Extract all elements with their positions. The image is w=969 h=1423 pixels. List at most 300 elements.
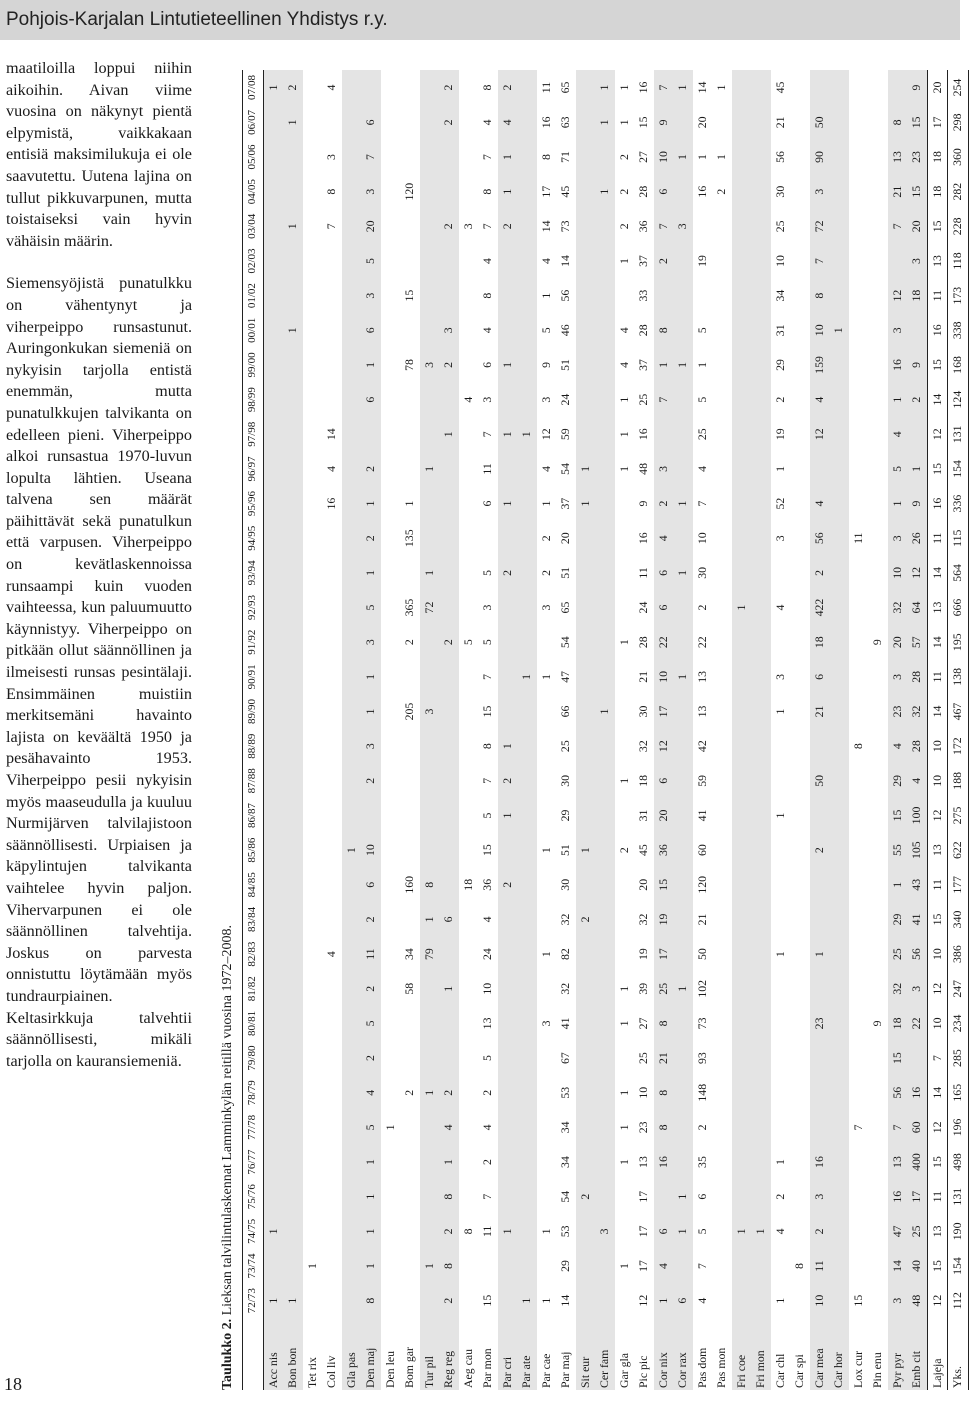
count-cell bbox=[400, 1041, 420, 1076]
count-cell: 7 bbox=[654, 382, 674, 417]
count-cell: 2 bbox=[714, 188, 729, 195]
season-header: 04/05 bbox=[243, 174, 264, 209]
count-cell bbox=[771, 729, 791, 764]
count-cell bbox=[849, 140, 869, 175]
count-cell bbox=[517, 937, 537, 972]
count-cell: 7 bbox=[480, 431, 495, 438]
count-cell bbox=[615, 694, 635, 729]
count-cell bbox=[576, 937, 596, 972]
count-cell bbox=[595, 244, 615, 279]
count-cell bbox=[498, 452, 518, 487]
count-cell bbox=[342, 417, 362, 452]
count-cell bbox=[790, 244, 810, 279]
count-cell bbox=[673, 902, 693, 937]
count-cell bbox=[439, 1041, 459, 1076]
count-cell bbox=[829, 798, 849, 833]
count-cell: 3 bbox=[460, 223, 475, 230]
count-cell bbox=[576, 313, 596, 348]
count-cell: 13 bbox=[888, 1145, 908, 1180]
count-cell: 5 bbox=[480, 639, 495, 646]
count-cell bbox=[263, 729, 283, 764]
count-cell: 7 bbox=[480, 777, 495, 784]
count-cell bbox=[615, 590, 635, 625]
count-cell bbox=[263, 902, 283, 937]
count-cell: 1 bbox=[576, 452, 596, 487]
count-cell: 7 bbox=[694, 1263, 709, 1269]
count-cell: 1 bbox=[439, 417, 459, 452]
count-cell bbox=[517, 1249, 537, 1284]
count-cell: 20 bbox=[907, 209, 927, 244]
count-cell: 8 bbox=[654, 1006, 674, 1041]
count-cell bbox=[381, 625, 401, 660]
count-cell: 5 bbox=[361, 1006, 381, 1041]
count-cell bbox=[712, 1041, 732, 1076]
table-total-row bbox=[927, 70, 948, 1390]
count-cell: 3 bbox=[480, 396, 495, 403]
count-cell: 11 bbox=[927, 521, 948, 556]
count-cell: 1 bbox=[732, 1214, 752, 1249]
count-cell bbox=[342, 764, 362, 799]
count-cell bbox=[673, 1249, 693, 1284]
count-cell bbox=[420, 764, 440, 799]
table-row bbox=[888, 70, 908, 1390]
count-cell: 120 bbox=[694, 875, 709, 894]
count-cell bbox=[673, 798, 693, 833]
count-cell bbox=[400, 660, 420, 695]
table-row bbox=[576, 70, 596, 1390]
count-cell: 2 bbox=[361, 452, 381, 487]
count-cell: 21 bbox=[654, 1041, 674, 1076]
count-cell: 18 bbox=[888, 1006, 908, 1041]
count-cell bbox=[751, 1283, 771, 1318]
count-cell bbox=[615, 1179, 635, 1214]
count-cell bbox=[498, 833, 518, 868]
count-cell: 10 bbox=[810, 1283, 830, 1318]
count-cell: 3 bbox=[361, 278, 381, 313]
count-cell: 15 bbox=[927, 452, 948, 487]
count-cell bbox=[732, 382, 752, 417]
count-cell: 6 bbox=[673, 1283, 693, 1318]
count-cell bbox=[790, 1110, 810, 1145]
count-cell: 55 bbox=[888, 833, 908, 868]
count-cell: 79 bbox=[420, 937, 440, 972]
count-cell: 1 bbox=[810, 937, 830, 972]
count-cell: 15 bbox=[480, 705, 495, 718]
count-cell bbox=[576, 1075, 596, 1110]
count-cell: 13 bbox=[636, 1156, 651, 1168]
count-cell: 148 bbox=[694, 1083, 709, 1102]
count-cell bbox=[790, 867, 810, 902]
count-cell bbox=[751, 209, 771, 244]
count-cell: 8 bbox=[480, 292, 495, 299]
count-cell: 59 bbox=[694, 774, 709, 787]
count-cell: 19 bbox=[694, 255, 709, 267]
count-cell: 2 bbox=[361, 521, 381, 556]
count-cell: 100 bbox=[907, 798, 927, 833]
count-cell: 73 bbox=[694, 1017, 709, 1030]
count-cell bbox=[498, 694, 518, 729]
count-cell bbox=[790, 348, 810, 383]
count-cell: 35 bbox=[694, 1156, 709, 1168]
count-cell: 1 bbox=[673, 660, 693, 695]
count-cell: 13 bbox=[927, 1214, 948, 1249]
count-cell bbox=[615, 902, 635, 937]
table-row bbox=[303, 70, 323, 1390]
count-cell bbox=[868, 1110, 888, 1145]
count-cell bbox=[868, 70, 888, 105]
count-cell bbox=[576, 590, 596, 625]
count-cell bbox=[810, 70, 830, 105]
count-cell bbox=[420, 833, 440, 868]
count-cell bbox=[342, 867, 362, 902]
count-cell bbox=[829, 1214, 849, 1249]
count-cell bbox=[576, 971, 596, 1006]
count-cell bbox=[673, 1041, 693, 1076]
count-cell bbox=[576, 1110, 596, 1145]
count-cell bbox=[693, 209, 713, 244]
count-cell bbox=[849, 174, 869, 209]
count-cell bbox=[420, 140, 440, 175]
count-cell: 23 bbox=[888, 694, 908, 729]
count-cell: 3 bbox=[538, 1020, 553, 1027]
count-cell: 64 bbox=[907, 590, 927, 625]
count-cell: 23 bbox=[636, 1121, 651, 1134]
count-cell bbox=[810, 1075, 830, 1110]
count-cell bbox=[381, 694, 401, 729]
count-cell bbox=[751, 798, 771, 833]
count-cell: 21 bbox=[772, 116, 787, 129]
count-cell bbox=[712, 1075, 732, 1110]
count-cell: 14 bbox=[927, 382, 948, 417]
count-cell: 2 bbox=[439, 1214, 459, 1249]
table-row bbox=[810, 70, 830, 1390]
count-cell bbox=[615, 729, 635, 764]
count-cell: 10 bbox=[927, 764, 948, 799]
season-header: 95/96 bbox=[243, 486, 264, 521]
table-row bbox=[517, 70, 537, 1390]
count-cell: 16 bbox=[636, 532, 651, 545]
count-cell: 3 bbox=[439, 313, 459, 348]
count-cell: 2 bbox=[402, 639, 417, 646]
count-cell bbox=[576, 244, 596, 279]
count-cell: 30 bbox=[558, 774, 573, 787]
count-cell: 19 bbox=[772, 428, 787, 441]
count-cell: 1 bbox=[772, 812, 787, 819]
count-cell bbox=[576, 625, 596, 660]
count-cell: 1 bbox=[732, 590, 752, 625]
count-cell: 6 bbox=[361, 313, 381, 348]
count-cell bbox=[517, 140, 537, 175]
count-cell: 10 bbox=[361, 833, 381, 868]
count-cell bbox=[322, 521, 342, 556]
count-cell: 5 bbox=[460, 639, 475, 646]
count-cell: 1 bbox=[263, 1283, 283, 1318]
count-cell bbox=[420, 1214, 440, 1249]
count-cell: 2 bbox=[361, 902, 381, 937]
count-cell bbox=[303, 174, 323, 209]
species-code: Den maj bbox=[361, 1318, 381, 1390]
count-cell bbox=[673, 105, 693, 140]
count-cell: 17 bbox=[654, 694, 674, 729]
count-cell bbox=[381, 417, 401, 452]
count-cell bbox=[595, 867, 615, 902]
count-cell: 1 bbox=[439, 971, 459, 1006]
count-cell: 23 bbox=[810, 1006, 830, 1041]
count-cell bbox=[439, 590, 459, 625]
count-cell: 30 bbox=[636, 705, 651, 718]
count-cell bbox=[498, 590, 518, 625]
count-cell bbox=[517, 105, 537, 140]
count-cell bbox=[829, 764, 849, 799]
count-cell: 11 bbox=[810, 1249, 830, 1284]
count-cell bbox=[439, 694, 459, 729]
count-cell: 17 bbox=[907, 1179, 927, 1214]
count-cell bbox=[342, 902, 362, 937]
table-row bbox=[263, 70, 283, 1390]
count-cell bbox=[263, 209, 283, 244]
season-header: 98/99 bbox=[243, 382, 264, 417]
table-row bbox=[439, 70, 459, 1390]
count-cell bbox=[615, 556, 635, 591]
table-caption bbox=[214, 70, 242, 1390]
season-header: 86/87 bbox=[243, 798, 264, 833]
count-cell bbox=[420, 486, 440, 521]
count-cell bbox=[342, 140, 362, 175]
count-cell: 1 bbox=[772, 1159, 787, 1165]
species-column-header bbox=[243, 1318, 264, 1390]
count-cell bbox=[459, 902, 479, 937]
count-cell: 21 bbox=[694, 913, 709, 926]
count-cell: 17 bbox=[927, 105, 948, 140]
count-cell bbox=[868, 729, 888, 764]
count-cell: 34 bbox=[558, 1121, 573, 1134]
count-cell bbox=[263, 1249, 283, 1284]
count-cell bbox=[381, 174, 401, 209]
count-cell: 18 bbox=[927, 174, 948, 209]
season-header: 84/85 bbox=[243, 867, 264, 902]
count-cell bbox=[303, 1110, 323, 1145]
count-cell bbox=[849, 798, 869, 833]
count-cell bbox=[771, 902, 791, 937]
count-cell: 2 bbox=[654, 486, 674, 521]
count-cell bbox=[868, 798, 888, 833]
count-cell bbox=[381, 1179, 401, 1214]
count-cell bbox=[615, 1283, 635, 1318]
count-cell bbox=[439, 382, 459, 417]
count-cell: 10 bbox=[636, 1086, 651, 1099]
count-cell bbox=[790, 521, 810, 556]
count-cell: 386 bbox=[948, 937, 969, 972]
table-row bbox=[634, 70, 654, 1390]
count-cell: 3 bbox=[361, 625, 381, 660]
count-cell bbox=[576, 1283, 596, 1318]
count-cell: 2 bbox=[616, 223, 631, 230]
count-cell bbox=[439, 521, 459, 556]
count-cell bbox=[829, 70, 849, 105]
count-cell: 66 bbox=[558, 705, 573, 718]
count-cell bbox=[400, 902, 420, 937]
count-cell: 2 bbox=[810, 833, 830, 868]
count-cell: 1 bbox=[361, 1249, 381, 1284]
count-cell bbox=[790, 452, 810, 487]
count-cell bbox=[732, 902, 752, 937]
count-cell bbox=[517, 1110, 537, 1145]
count-cell bbox=[751, 1179, 771, 1214]
count-cell bbox=[263, 694, 283, 729]
count-cell: 9 bbox=[538, 362, 553, 368]
count-cell: 24 bbox=[558, 393, 573, 406]
count-cell: 2 bbox=[810, 1214, 830, 1249]
count-cell bbox=[303, 937, 323, 972]
count-cell bbox=[576, 70, 596, 105]
count-cell bbox=[381, 867, 401, 902]
count-cell: 15 bbox=[907, 174, 927, 209]
count-cell bbox=[829, 1249, 849, 1284]
count-cell bbox=[303, 1214, 323, 1249]
count-cell bbox=[283, 1249, 303, 1284]
count-cell bbox=[283, 729, 303, 764]
count-cell: 154 bbox=[948, 1249, 969, 1284]
count-cell: 11 bbox=[927, 278, 948, 313]
count-cell bbox=[595, 798, 615, 833]
count-cell bbox=[459, 244, 479, 279]
count-cell bbox=[342, 1075, 362, 1110]
count-cell bbox=[829, 105, 849, 140]
species-code: Bom gar bbox=[402, 1347, 417, 1388]
count-cell bbox=[439, 140, 459, 175]
count-cell bbox=[459, 278, 479, 313]
bird-count-table bbox=[242, 70, 969, 1390]
count-cell bbox=[829, 1006, 849, 1041]
count-cell: 47 bbox=[558, 670, 573, 683]
count-cell bbox=[342, 105, 362, 140]
count-cell: 2 bbox=[616, 188, 631, 195]
count-cell: 102 bbox=[694, 979, 709, 998]
count-cell: 131 bbox=[948, 417, 969, 452]
count-cell bbox=[810, 902, 830, 937]
count-cell bbox=[732, 556, 752, 591]
count-cell bbox=[322, 278, 342, 313]
count-cell bbox=[829, 348, 849, 383]
table-caption-text: Lieksan talvilintulaskennat Lamminkylän reitillä vuosina 1972–2008. bbox=[220, 925, 235, 1316]
count-cell bbox=[771, 1006, 791, 1041]
count-cell bbox=[849, 1179, 869, 1214]
count-cell bbox=[576, 1145, 596, 1180]
count-cell bbox=[615, 521, 635, 556]
count-cell: 228 bbox=[948, 209, 969, 244]
season-header: 76/77 bbox=[243, 1145, 264, 1180]
count-cell: 11 bbox=[480, 463, 495, 475]
count-cell: 112 bbox=[948, 1283, 969, 1318]
count-cell: 1 bbox=[382, 1124, 397, 1131]
table-row bbox=[459, 70, 479, 1390]
count-cell bbox=[595, 382, 615, 417]
count-cell bbox=[342, 590, 362, 625]
count-cell: 3 bbox=[772, 673, 787, 680]
count-cell bbox=[420, 244, 440, 279]
count-cell: 6 bbox=[361, 105, 381, 140]
count-cell bbox=[771, 1249, 791, 1284]
count-cell bbox=[712, 1249, 732, 1284]
species-code: Cer fam bbox=[595, 1318, 615, 1390]
count-cell bbox=[459, 486, 479, 521]
count-cell: 11 bbox=[538, 81, 553, 94]
count-cell: 19 bbox=[654, 902, 674, 937]
count-cell bbox=[790, 625, 810, 660]
count-cell: 16 bbox=[927, 486, 948, 521]
count-cell: 2 bbox=[439, 70, 459, 105]
count-cell: 28 bbox=[636, 324, 651, 337]
count-cell: 15 bbox=[927, 1145, 948, 1180]
count-cell: 1 bbox=[772, 951, 787, 958]
count-cell bbox=[381, 660, 401, 695]
count-cell bbox=[751, 937, 771, 972]
count-cell bbox=[459, 174, 479, 209]
count-cell bbox=[342, 209, 362, 244]
count-cell bbox=[400, 1006, 420, 1041]
count-cell: 168 bbox=[948, 348, 969, 383]
count-cell bbox=[849, 313, 869, 348]
count-cell bbox=[673, 694, 693, 729]
count-cell bbox=[712, 1214, 732, 1249]
body-paragraph: maatiloilla loppui niihin aikoihin. Aivan viime vuosina on näkynyt pientä elpymistä, vaikkakaan entisiä maksimilukuja ei ole saavutettu. Uutena lajina on tullut pikkuvarpunen, mutta toistaiseksi vain hyvin vähäisin määrin. bbox=[6, 59, 192, 250]
table-row bbox=[361, 70, 381, 1390]
count-cell bbox=[283, 244, 303, 279]
count-cell: 5 bbox=[480, 1055, 495, 1062]
count-cell: 18 bbox=[460, 878, 475, 891]
count-cell bbox=[849, 1214, 869, 1249]
count-cell bbox=[322, 729, 342, 764]
count-cell bbox=[595, 348, 615, 383]
count-cell: 8 bbox=[480, 188, 495, 195]
count-cell: 1 bbox=[420, 1249, 440, 1284]
count-cell: 15 bbox=[927, 902, 948, 937]
count-cell bbox=[790, 937, 810, 972]
count-cell bbox=[439, 660, 459, 695]
species-code: Sit eur bbox=[576, 1318, 596, 1390]
count-cell bbox=[595, 833, 615, 868]
count-cell bbox=[868, 1075, 888, 1110]
count-cell bbox=[673, 625, 693, 660]
count-cell bbox=[381, 1075, 401, 1110]
count-cell bbox=[595, 521, 615, 556]
count-cell bbox=[342, 70, 362, 105]
count-cell: 50 bbox=[810, 105, 830, 140]
count-cell: 13 bbox=[927, 590, 948, 625]
count-cell bbox=[342, 625, 362, 660]
count-cell bbox=[498, 660, 518, 695]
count-cell: 1 bbox=[420, 902, 440, 937]
count-cell: 9 bbox=[870, 1020, 885, 1027]
count-cell bbox=[400, 382, 420, 417]
count-cell bbox=[537, 798, 557, 833]
species-code: Pin enu bbox=[870, 1352, 885, 1388]
count-cell: 3 bbox=[810, 1179, 830, 1214]
count-cell bbox=[751, 1075, 771, 1110]
count-cell bbox=[868, 937, 888, 972]
count-cell: 9 bbox=[636, 500, 651, 507]
count-cell bbox=[829, 590, 849, 625]
count-cell bbox=[381, 105, 401, 140]
season-header: 06/07 bbox=[243, 105, 264, 140]
count-cell: 29 bbox=[558, 809, 573, 822]
count-cell bbox=[537, 764, 557, 799]
count-cell bbox=[283, 833, 303, 868]
count-cell bbox=[400, 1283, 420, 1318]
count-cell bbox=[576, 764, 596, 799]
table-row bbox=[420, 70, 440, 1390]
season-header: 05/06 bbox=[243, 140, 264, 175]
